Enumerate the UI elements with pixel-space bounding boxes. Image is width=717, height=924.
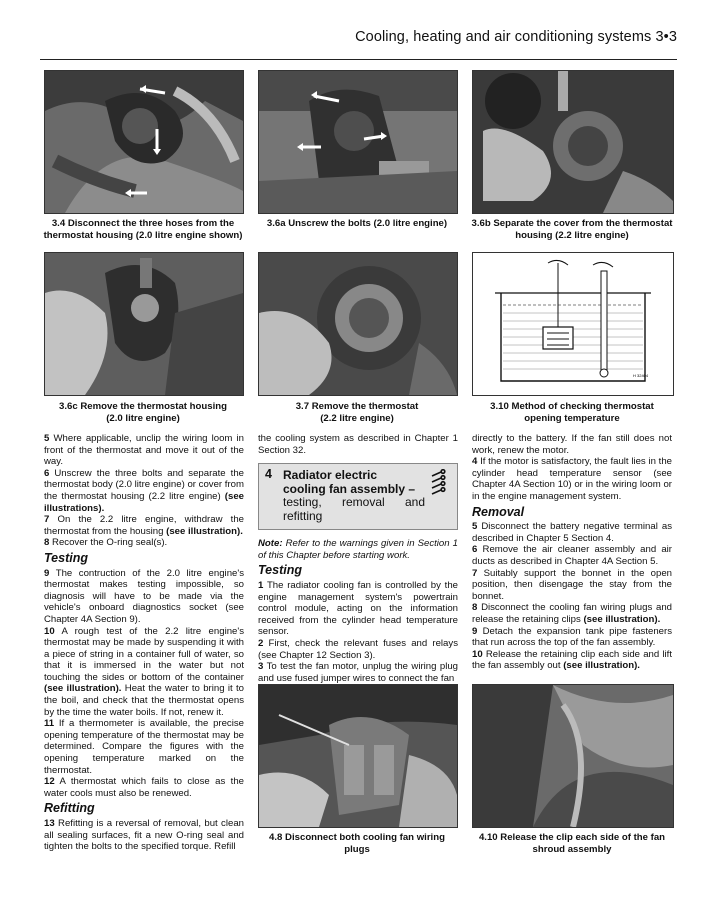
section-4-heading: 4 Radiator electric cooling fan assembly – testing, removal and refitting — [258, 463, 458, 530]
caption-4-8: 4.8 Disconnect both cooling fan wiring plugs — [269, 832, 445, 855]
photo-3-6c — [44, 252, 244, 396]
caption-3-6b: 3.6b Separate the cover from the thermostat housing (2.2 litre engine) — [471, 218, 673, 241]
text-column-3: directly to the battery. If the fan still does not work, renew the motor. 4 If the motor is satisfactory, the fault lies in the cylinder head temperature sensor (see Chapter 4A Section 10) or in the wiring loom or in the engine management system. Removal 5 Disconnect the battery negative terminal as described in Chapter 5 Section 4. 6 Remove the air cleaner assembly and air ducts as described in Chapter 4A Section 5. 7 Suitably support the bonnet in the open position, then disengage the stay from the bonnet. 8 Disconnect the cooling fan wiring plugs and release the retaining clips (see illustration). 9 Detach the expansion tank pipe fasteners that run across the top of the fan assembly. 10 Release the retaining clip each side and lift the fan assembly out (see illustration). — [472, 433, 673, 672]
photo-3-6b — [472, 70, 674, 214]
diagram-code: H 32404 — [633, 373, 649, 378]
photo-4-10 — [472, 684, 674, 828]
caption-3-7: 3.7 Remove the thermostat (2.2 litre engine) — [295, 401, 419, 424]
photo-3-7 — [258, 252, 458, 396]
photo-4-8 — [258, 684, 458, 828]
header-title: Cooling, heating and air conditioning systems 3•3 — [355, 29, 677, 45]
heading-testing: Testing — [44, 550, 88, 565]
photo-3-4 — [44, 70, 244, 214]
text-column-1: 5 Where applicable, unclip the wiring loom in front of the thermostat and move it out of the way. 6 Unscrew the three bolts and separate the thermostat body (2.0 litre engine) or cover from the thermostat housing (2.2 litre engine) (see illustrations). 7 On the 2.2 litre engine, withdraw the thermostat from the housing (see illustration). 8 Recover the O-ring seal(s). Testing 9 The contruction of the 2.0 litre engine's thermostat makes testing impossible, so diagnosis will have to be made via the vehicle's onboard diagnostics socket (see Chapter 4A Section 9). 10 A rough test of the 2.2 litre engine's thermostat may be made by suspending it with a piece of string in a container full of water, so that it is immersed in the water but not touching the sides or bottom of the container (see illustration). Heat the water to bring it to the boil, and check that the thermostat opens by the time the water boils. If not, renew it. 11 If a thermometer is available, the precise opening temperature of the thermostat may be determined. Compare the figures with the opening temperature marked on the thermostat. 12 A thermostat which fails to close as the water cools must also be renewed. Refitting 13 Refitting is a reversal of removal, but clean all sealing surfaces, fit a new O-ring seal and tighten the bolts to the specified torque. Refill — [44, 433, 245, 853]
caption-3-4: 3.4 Disconnect the three hoses from the thermostat housing (2.0 litre engine shown) — [43, 218, 243, 241]
heading-refitting: Refitting — [44, 801, 95, 816]
caption-3-10: 3.10 Method of checking thermostat opening temperature — [490, 401, 654, 424]
heading-testing-2: Testing — [258, 563, 302, 578]
photo-3-6a — [258, 70, 458, 214]
caption-3-6c: 3.6c Remove the thermostat housing (2.0 litre engine) — [59, 401, 227, 424]
page-header — [40, 25, 677, 60]
heading-removal: Removal — [472, 504, 525, 519]
text-column-2: the cooling system as described in Chapter 1 Section 32. 4 Radiator electric cooling fan assembly – testing, removal and refitting Note: Refer to the warnings given in Section 1 of this Chapter before starting work. Testing 1 The radiator cooling fan is controlled by the engine management system's powertrain control module, acting on the information received from the cylinder head temperature sensor. 2 First, check the relevant fuses and relays (see Chapter 12 Section 3). 3 To test the fan motor, unplug the wiring plug and use fused jumper wires to connect the fan — [258, 433, 459, 684]
caption-4-10: 4.10 Release the clip each side of the fan shroud assembly — [478, 832, 666, 855]
diagram-3-10 — [472, 252, 674, 396]
spanner-rating-icon — [429, 469, 451, 501]
caption-3-6a: 3.6a Unscrew the bolts (2.0 litre engine) — [266, 218, 448, 229]
